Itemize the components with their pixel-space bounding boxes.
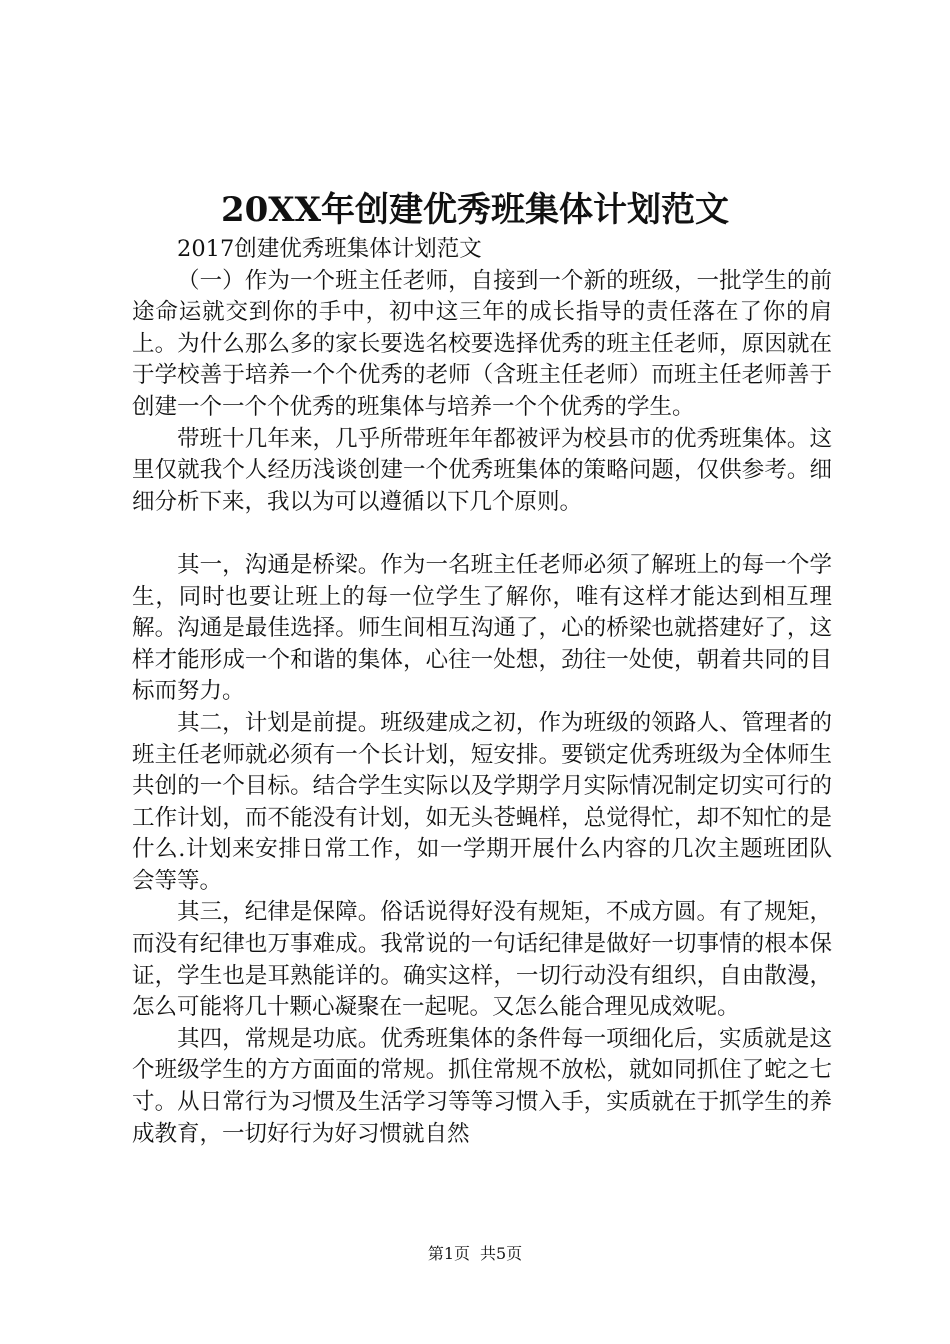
document-body [132,234,832,1150]
paragraph-experience: 带班十几年来，几乎所带班年年都被评为校县市的优秀班集体。这里仅就我个人经历浅谈创建一个优秀班集体的策略问题，仅供参考。细细分析下来，我以为可以遵循以下几个原则。 [132,425,832,515]
page-footer [0,1242,950,1266]
document-subtitle: 2017创建优秀班集体计划范文 [177,236,482,262]
paragraph-principle-1: 其一，沟通是桥梁。作为一名班主任老师必须了解班上的每一个学生，同时也要让班上的每一位学生了解你，唯有这样才能达到相互理解。沟通是最佳选择。师生间相互沟通了，心的桥梁也就搭建好了，这样才能形成一个和谐的集体，心往一处想，劲往一处使，朝着共同的目标而努力。 [132,551,832,705]
paragraph-principle-4: 其四，常规是功底。优秀班集体的条件每一项细化后，实质就是这个班级学生的方方面面的常规。抓住常规不放松，就如同抓住了蛇之七寸。从日常行为习惯及生活学习等等习惯入手，实质就在于抓学生的养成教育，一切好行为好习惯就自然 [132,1025,832,1147]
page-number: 第1页 [427,1244,470,1263]
paragraph-principle-3: 其三，纪律是保障。俗话说得好没有规矩，不成方圆。有了规矩，而没有纪律也万事难成。我常说的一句话纪律是做好一切事情的根本保证，学生也是耳熟能详的。确实这样，一切行动没有组织，自由散漫，怎么可能将几十颗心凝聚在一起呢。又怎么能合理见成效呢。 [132,899,832,1021]
document-title: 20XX年创建优秀班集体计划范文 [220,190,730,230]
paragraph-intro: （一）作为一个班主任老师，自接到一个新的班级，一批学生的前途命运就交到你的手中，初中这三年的成长指导的责任落在了你的肩上。为什么那么多的家长要选名校要选择优秀的班主任老师，原因就在于学校善于培养一个个优秀的老师（含班主任老师）而班主任老师善于创建一个一个个优秀的班集体与培养一个个优秀的学生。 [132,267,832,420]
paragraph-principle-2: 其二，计划是前提。班级建成之初，作为班级的领路人、管理者的班主任老师就必须有一个长计划，短安排。要锁定优秀班级为全体师生共创的一个目标。结合学生实际以及学期学月实际情况制定切实可行的工作计划，而不能没有计划，如无头苍蝇样，总觉得忙，却不知忙的是什么.计划来安排日常工作，如一学期开展什么内容的几次主题班团队会等等。 [132,709,832,894]
page-total: 共5页 [480,1244,523,1263]
